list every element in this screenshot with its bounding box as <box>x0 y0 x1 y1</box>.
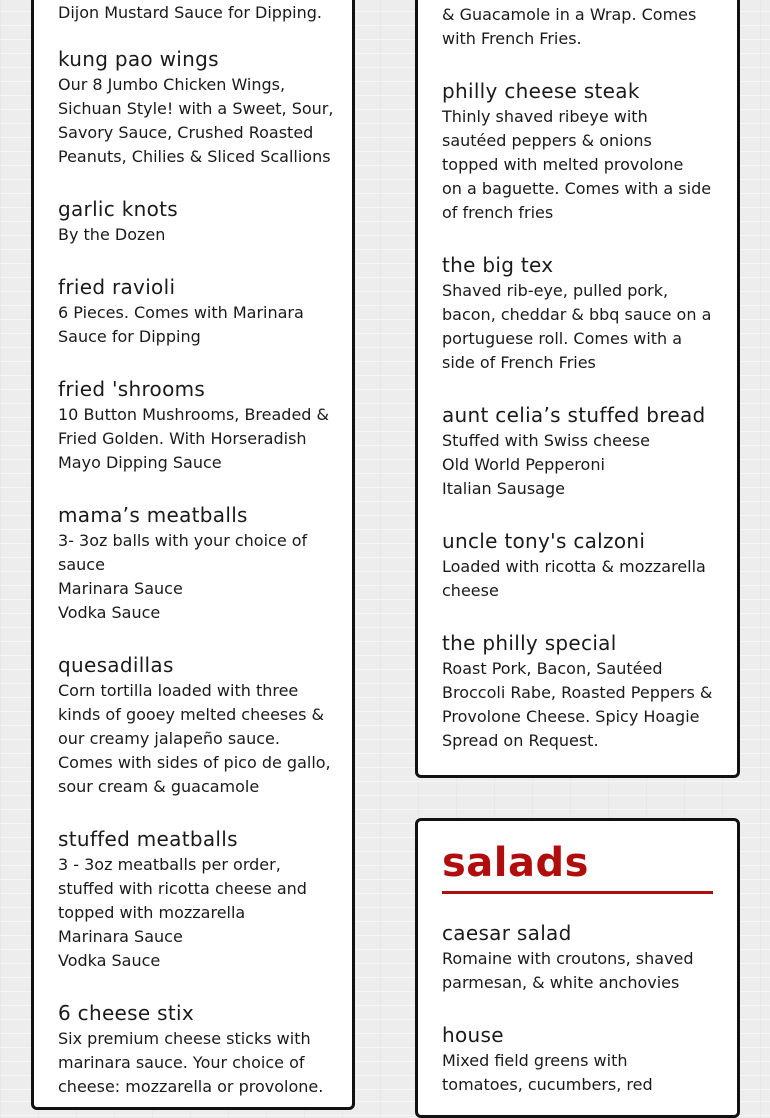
item-description-line: 3- 3oz balls with your choice of <box>58 531 308 550</box>
item-description-line: Provolone Cheese. Spicy Hoagie <box>442 707 700 726</box>
item-description-line: portuguese roll. Comes with a <box>442 329 683 348</box>
item-description-line: our creamy jalapeño sauce. <box>58 729 280 748</box>
menu-item-mamas-meatballs <box>58 503 344 625</box>
item-description-line: with French Fries. <box>442 29 582 48</box>
item-description-line: Sichuan Style! with a Sweet, Sour, <box>58 99 334 118</box>
item-name: stuffed meatballs <box>58 827 238 851</box>
sauce-option: Vodka Sauce <box>58 603 161 622</box>
item-description-line: Dijon Mustard Sauce for Dipping. <box>58 3 322 22</box>
menu-item-aunt-celias-stuffed-bread <box>442 403 729 501</box>
item-name: the big tex <box>442 253 554 277</box>
item-description-line: of french fries <box>442 203 554 222</box>
menu-item-uncle-tonys-calzoni <box>442 529 729 603</box>
item-description-line: By the Dozen <box>58 225 166 244</box>
item-name: the philly special <box>442 631 617 655</box>
filling-option: Italian Sausage <box>442 479 565 498</box>
menu-item-partial <box>442 3 729 51</box>
item-description-line: sauce <box>58 555 105 574</box>
menu-item-6-cheese-stix <box>58 1001 344 1099</box>
item-description-line: Six premium cheese sticks with <box>58 1029 311 1048</box>
filling-option: Old World Pepperoni <box>442 455 605 474</box>
menu-item-the-big-tex <box>442 253 729 375</box>
salads-card <box>415 818 740 1118</box>
item-name: fried 'shrooms <box>58 377 206 401</box>
item-description-line: 10 Button Mushrooms, Breaded & <box>58 405 330 424</box>
menu-item-quesadillas <box>58 653 344 799</box>
item-description-line: cheese: mozzarella or provolone. <box>58 1077 324 1096</box>
item-description-line: Stuffed with Swiss cheese <box>442 431 650 450</box>
item-description-line: marinara sauce. Your choice of <box>58 1053 305 1072</box>
item-description-line: parmesan, & white anchovies <box>442 973 680 992</box>
sauce-option: Vodka Sauce <box>58 951 161 970</box>
item-description-line: sautéed peppers & onions <box>442 131 652 150</box>
item-description-line: sour cream & guacamole <box>58 777 260 796</box>
sauce-option: Marinara Sauce <box>58 927 183 946</box>
menu-item-fried-shrooms <box>58 377 344 475</box>
item-description-line: Corn tortilla loaded with three <box>58 681 299 700</box>
item-description-line: Shaved rib-eye, pulled pork, <box>442 281 669 300</box>
item-description-line: Savory Sauce, Crushed Roasted <box>58 123 314 142</box>
item-name: kung pao wings <box>58 47 219 71</box>
item-description-line: Mixed field greens with <box>442 1051 628 1070</box>
item-name: mama’s meatballs <box>58 503 248 527</box>
item-description-line: Our 8 Jumbo Chicken Wings, <box>58 75 286 94</box>
item-description-line: tomatoes, cucumbers, red <box>442 1075 653 1094</box>
item-description-line: stuffed with ricotta cheese and <box>58 879 307 898</box>
menu-item-caesar-salad <box>442 921 729 995</box>
item-description-line: 3 - 3oz meatballs per order, <box>58 855 281 874</box>
item-description-line: kinds of gooey melted cheeses & <box>58 705 325 724</box>
item-description-line: topped with mozzarella <box>58 903 246 922</box>
menu-item-house-salad <box>442 1023 729 1097</box>
item-description-line: Romaine with croutons, shaved <box>442 949 694 968</box>
item-name: uncle tony's calzoni <box>442 529 646 553</box>
sandwiches-card <box>415 0 740 778</box>
item-description-line: Mayo Dipping Sauce <box>58 453 222 472</box>
menu-item-partial <box>58 1 344 25</box>
menu-item-fried-ravioli <box>58 275 344 349</box>
item-description-line: 6 Pieces. Comes with Marinara <box>58 303 304 322</box>
item-description-line: side of French Fries <box>442 353 596 372</box>
item-name: house <box>442 1023 504 1047</box>
item-description-line: & Guacamole in a Wrap. Comes <box>442 5 697 24</box>
item-description-line: bacon, cheddar & bbq sauce on a <box>442 305 712 324</box>
section-title: salads <box>442 840 589 886</box>
menu-item-kung-pao-wings <box>58 47 344 169</box>
item-description-line: Sauce for Dipping <box>58 327 201 346</box>
section-divider <box>442 891 713 894</box>
item-description-line: Fried Golden. With Horseradish <box>58 429 307 448</box>
appetizers-card-left <box>31 0 355 1110</box>
item-name: fried ravioli <box>58 275 176 299</box>
item-description-line: topped with melted provolone <box>442 155 684 174</box>
item-description-line: Spread on Request. <box>442 731 599 750</box>
item-name: garlic knots <box>58 197 178 221</box>
sauce-option: Marinara Sauce <box>58 579 183 598</box>
item-name: 6 cheese stix <box>58 1001 194 1025</box>
item-description-line: Broccoli Rabe, Roasted Peppers & <box>442 683 713 702</box>
item-description-line: on a baguette. Comes with a side <box>442 179 712 198</box>
item-description-line: Comes with sides of pico de gallo, <box>58 753 331 772</box>
menu-item-philly-cheese-steak <box>442 79 729 225</box>
item-description-line: Thinly shaved ribeye with <box>442 107 648 126</box>
item-description-line: Peanuts, Chilies & Sliced Scallions <box>58 147 331 166</box>
item-description-line: Loaded with ricotta & mozzarella <box>442 557 706 576</box>
menu-item-stuffed-meatballs <box>58 827 344 973</box>
item-name: philly cheese steak <box>442 79 640 103</box>
menu-item-garlic-knots <box>58 197 344 247</box>
item-name: quesadillas <box>58 653 174 677</box>
menu-item-the-philly-special <box>442 631 729 753</box>
item-name: caesar salad <box>442 921 572 945</box>
item-description-line: cheese <box>442 581 499 600</box>
item-description-line: Roast Pork, Bacon, Sautéed <box>442 659 663 678</box>
item-name: aunt celia’s stuffed bread <box>442 403 706 427</box>
